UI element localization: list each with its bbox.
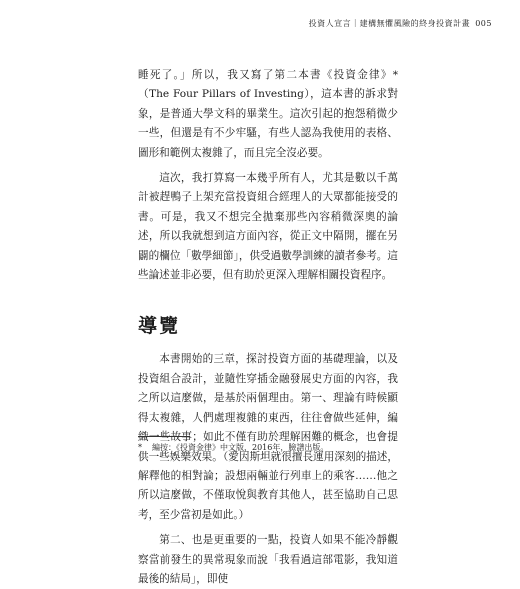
footnote: [138, 442, 398, 453]
section-heading: 導覽: [138, 315, 181, 338]
page-body: [138, 66, 398, 589]
footnote-mark: *: [138, 443, 142, 452]
paragraph: 本書開始的三章，探討投資方面的基礎理論，以及投資組合設計，並隨性穿插金融發展史方面的內容，我之所以這麼做，是基於兩個理由。第一、理論有時候顯得太複雜，人們處理複雜的東西，往往會做些延伸，編織一些故事；如此不僅有助於理解困難的概念，也會提供一些娛樂效果。（愛因斯坦就很擅長運用深刻的描述，解釋他的相對論；設想兩輛並行列車上的乘客……他之所以這麼做，不僅取悅與教育其他人，甚至協助自己思考，至少當初是如此。）: [138, 353, 398, 521]
header-chapter-title: 投資人宣言｜建構無懼風險的終身投資計畫: [308, 19, 471, 28]
header-page-number: 005: [475, 19, 492, 28]
footnote-text: 編按：《投資金律》中文版，2016年，臉譜出版。: [152, 443, 329, 452]
footnote-divider: [138, 436, 190, 437]
running-header: [307, 18, 492, 29]
paragraph: 第二、也是更重要的一點，投資人如果不能冷靜觀察當前發生的異常現象而說「我看過這部電影，我知道最後的結局」，即使: [138, 534, 398, 585]
paragraph: 這次，我打算寫一本幾乎所有人，尤其是數以千萬計被趕鴨子上架充當投資組合經理人的大眾都能接受的書。可是，我又不想完全拋棄那些內容稍微深奧的論述，所以我就想到這方面內容，從正文中隔開，擺在另闢的欄位「數學細節」，供受過數學訓練的讀者參考。這些論述並非必要，但有助於更深入理解相關投資程序。: [138, 172, 398, 282]
paragraph-continued: 睡死了。」所以，我又寫了第二本書《投資金律》* （The Four Pillars of Investing），這本書的訴求對象，是普通大學文科的畢業生。這次引起的抱怨稍微少一些，但還是有不少牢騷，有些人認為我使用的表格、圖形和範例太複雜了，而且完全沒必要。: [138, 69, 398, 159]
